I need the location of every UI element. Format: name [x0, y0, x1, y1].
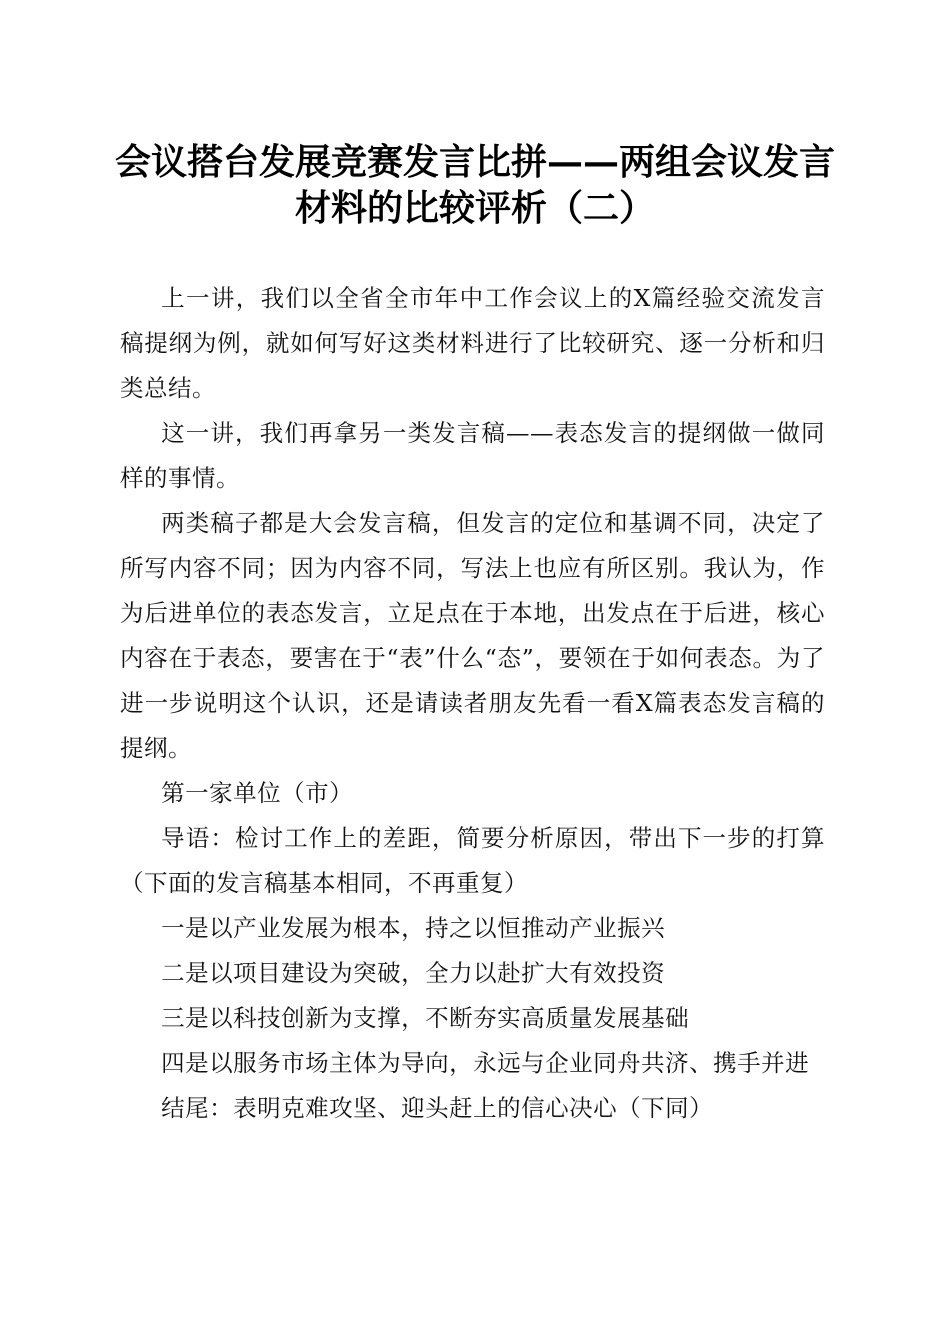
- document-title-line-2: 材料的比较评析（二）: [294, 187, 655, 229]
- paragraph-point-2: 二是以项目建设为突破，全力以赴扩大有效投资: [161, 959, 666, 987]
- paragraph-point-3: 三是以科技创新为支撑，不断夯实高质量发展基础: [161, 1004, 690, 1032]
- paragraph-this-lecture: 这一讲，我们再拿另一类发言稿——表态发言的提纲做一做同样的事情。: [120, 419, 825, 492]
- paragraph-conclusion: 结尾：表明克难攻坚、迎头赶上的信心决心（下同）: [161, 1094, 714, 1122]
- paragraph-point-1: 一是以产业发展为根本，持之以恒推动产业振兴: [161, 914, 666, 942]
- paragraph-intro: 上一讲，我们以全省全市年中工作会议上的X篇经验交流发言稿提纲为例，就如何写好这类材料进行了比较研究、逐一分析和归类总结。: [120, 284, 825, 402]
- paragraph-analysis: 两类稿子都是大会发言稿，但发言的定位和基调不同，决定了所写内容不同；因为内容不同，写法上也应有所区别。我认为，作为后进单位的表态发言，立足点在于本地，出发点在于后进，核心内容在于表态，要害在于“表”什么“态”，要领在于如何表态。为了进一步说明这个认识，还是请读者朋友先看一看X篇表态发言稿的提纲。: [120, 509, 825, 762]
- document-body: [120, 276, 825, 1131]
- paragraph-lead-in: 导语：检讨工作上的差距，简要分析原因，带出下一步的打算（下面的发言稿基本相同，不再重复）: [120, 824, 825, 897]
- paragraph-unit-heading: 第一家单位（市）: [161, 779, 354, 807]
- document-title-line-1: 会议搭台发展竞赛发言比拼——两组会议发言: [114, 141, 835, 183]
- paragraph-point-4: 四是以服务市场主体为导向，永远与企业同舟共济、携手并进: [161, 1049, 810, 1077]
